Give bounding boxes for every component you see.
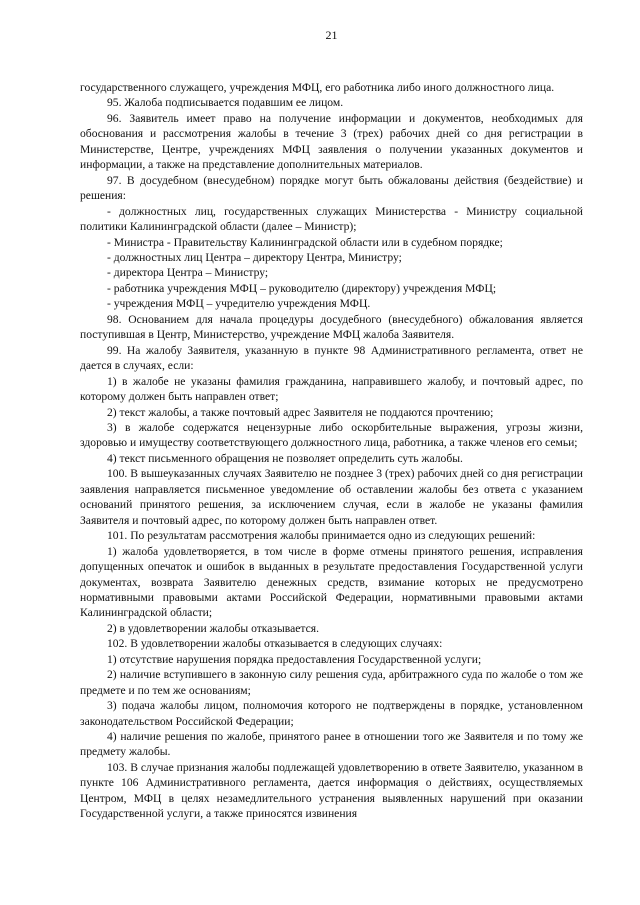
paragraph: 102. В удовлетворении жалобы отказывается в следующих случаях: [107, 637, 443, 651]
paragraph: - должностных лиц Центра – директору Центра, Министру; [107, 250, 402, 264]
paragraph: 96. Заявитель имеет право на получение информации и документов, необходимых для обоснования и рассмотрения жалобы в течение 3 (трех) рабочих дней со дня регистрации в Министерстве, Центре, учреждениях МФЦ заявления о получении указанных документов и информации, а также на представление дополнительных материалов. [80, 111, 583, 172]
paragraph: - должностных лиц, государственных служащих Министерства - Министру социальной политики Калининградской области (далее – Министр); [80, 204, 583, 234]
paragraph: - учреждения МФЦ – учредителю учреждения МФЦ. [107, 297, 371, 311]
paragraph: 3) в жалобе содержатся нецензурные либо оскорбительные выражения, угрозы жизни, здоровью и имуществу соответствующего должностного лица, работника, а также членов его семьи; [80, 420, 583, 450]
paragraph: 3) подача жалобы лицом, полномочия которого не подтверждены в порядке, установленном законодательством Российской Федерации; [80, 699, 583, 728]
paragraph: 4) текст письменного обращения не позволяет определить суть жалобы. [107, 451, 463, 465]
paragraph: 100. В вышеуказанных случаях Заявителю не позднее 3 (трех) рабочих дней со дня регистрации заявления направляется письменное уведомление об оставлении жалобы без ответа с указанием оснований принятого решения, за исключением случая, если в жалобе не указаны фамилия Заявителя и почтовый адрес, по которому должен быть направлен ответ. [80, 467, 583, 527]
paragraph: 1) жалоба удовлетворяется, в том числе в форме отмены принятого решения, исправления допущенных опечаток и ошибок в выданных в результате предоставления Государственной услуги документах, возврата Заявителю денежных средств, взимание которых не предусмотрено нормативными правовыми актами Российской Федерации, нормативными правовыми актами Калининградской области; [80, 544, 583, 620]
paragraph: государственного служащего, учреждения МФЦ, его работника либо иного должностного лица. [80, 81, 555, 94]
paragraph: 2) текст жалобы, а также почтовый адрес Заявителя не поддаются прочтению; [107, 405, 494, 419]
paragraph: 2) в удовлетворении жалобы отказывается. [107, 621, 319, 635]
paragraph: - Министра - Правительству Калининградской области или в судебном порядке; [107, 235, 503, 249]
document-body [80, 80, 583, 822]
paragraph: - работника учреждения МФЦ – руководителю (директору) учреждения МФЦ; [107, 281, 497, 295]
paragraph: 98. Основанием для начала процедуры досудебного (внесудебного) обжалования является поступившая в Центр, Министерство, учреждение МФЦ жалоба Заявителя. [80, 312, 583, 342]
paragraph: 97. В досудебном (внесудебном) порядке могут быть обжалованы действия (бездействие) и решения: [80, 173, 583, 203]
paragraph: 101. По результатам рассмотрения жалобы принимается одно из следующих решений: [107, 529, 536, 543]
paragraph: 2) наличие вступившего в законную силу решения суда, арбитражного суда по жалобе о том же предмете и по тем же основаниям; [80, 668, 583, 697]
paragraph: 4) наличие решения по жалобе, принятого ранее в отношении того же Заявителя и по тому же предмету жалобы. [80, 730, 583, 759]
page-number: 21 [325, 28, 338, 42]
paragraph: 103. В случае признания жалобы подлежащей удовлетворению в ответе Заявителю, указанном в пункте 106 Административного регламента, дается информация о действиях, осуществляемых Центром, МФЦ в целях незамедлительного устранения выявленных нарушений при оказании Государственной услуги, а также приносятся извинения [80, 760, 583, 821]
paragraph: 99. На жалобу Заявителя, указанную в пункте 98 Административного регламента, ответ не дается в случаях, если: [80, 343, 583, 373]
paragraph: 1) в жалобе не указаны фамилия гражданина, направившего жалобу, и почтовый адрес, по которому должен быть направлен ответ; [80, 374, 583, 404]
paragraph: 95. Жалоба подписывается подавшим ее лицом. [107, 96, 344, 110]
paragraph: 1) отсутствие нарушения порядка предоставления Государственной услуги; [107, 652, 482, 666]
paragraph: - директора Центра – Министру; [107, 266, 269, 280]
